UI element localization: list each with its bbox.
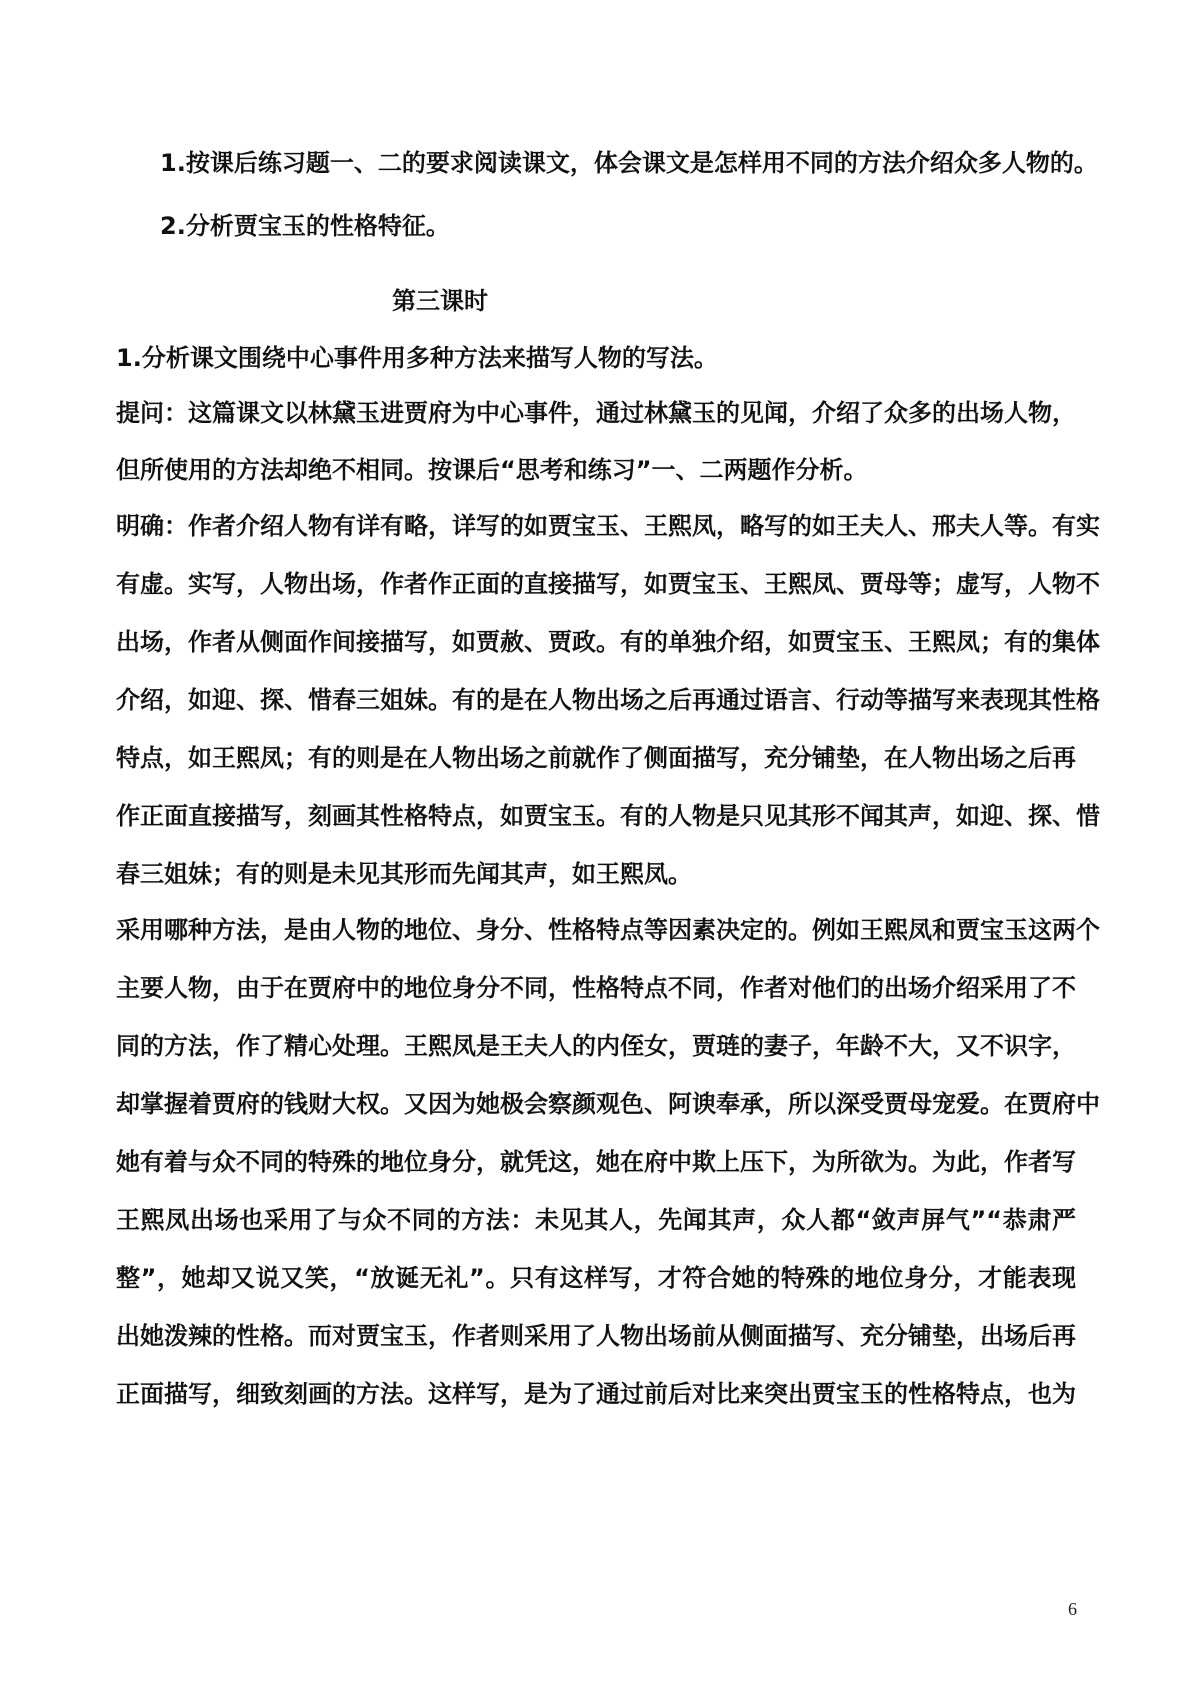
- task-item-2: 2.分析贾宝玉的性格特征。: [160, 212, 450, 240]
- method-line: 整”，她却又说又笑，“放诞无礼”。只有这样写，才符合她的特殊的地位身分，才能表现: [116, 1264, 1076, 1292]
- method-line: 王熙凤出场也采用了与众不同的方法：未见其人，先闻其声，众人都“敛声屏气”“恭肃严: [116, 1206, 1076, 1234]
- method-line: 她有着与众不同的特殊的地位身分，就凭这，她在府中欺上压下，为所欲为。为此，作者写: [116, 1148, 1076, 1176]
- lesson-point: 1.分析课文围绕中心事件用多种方法来描写人物的写法。: [116, 344, 718, 372]
- task-item-1: 1.按课后练习题一、二的要求阅读课文，体会课文是怎样用不同的方法介绍众多人物的。: [160, 149, 1098, 177]
- method-line: 采用哪种方法，是由人物的地位、身分、性格特点等因素决定的。例如王熙凤和贾宝玉这两个: [116, 916, 1100, 944]
- method-line: 出她泼辣的性格。而对贾宝玉，作者则采用了人物出场前从侧面描写、充分铺垫，出场后再: [116, 1322, 1076, 1350]
- page-number: 6: [1068, 1599, 1077, 1619]
- method-line: 却掌握着贾府的钱财大权。又因为她极会察颜观色、阿谀奉承，所以深受贾母宠爱。在贾府中: [116, 1090, 1100, 1118]
- answer-line: 明确：作者介绍人物有详有略，详写的如贾宝玉、王熙凤，略写的如王夫人、邢夫人等。有实: [116, 512, 1100, 540]
- method-line: 同的方法，作了精心处理。王熙凤是王夫人的内侄女，贾琏的妻子，年龄不大，又不识字，: [116, 1032, 1076, 1060]
- answer-line: 春三姐妹；有的则是未见其形而先闻其声，如王熙凤。: [116, 860, 692, 888]
- answer-line: 特点，如王熙凤；有的则是在人物出场之前就作了侧面描写，充分铺垫，在人物出场之后再: [116, 744, 1076, 772]
- answer-line: 有虚。实写，人物出场，作者作正面的直接描写，如贾宝玉、王熙凤、贾母等；虚写，人物不: [116, 570, 1100, 598]
- method-line: 主要人物，由于在贾府中的地位身分不同，性格特点不同，作者对他们的出场介绍采用了不: [116, 974, 1076, 1002]
- section-heading: 第三课时: [392, 287, 488, 315]
- question-line: 提问：这篇课文以林黛玉进贾府为中心事件，通过林黛玉的见闻，介绍了众多的出场人物，: [116, 399, 1076, 427]
- question-line: 但所使用的方法却绝不相同。按课后“思考和练习”一、二两题作分析。: [116, 456, 868, 484]
- answer-line: 介绍，如迎、探、惜春三姐妹。有的是在人物出场之后再通过语言、行动等描写来表现其性格: [116, 686, 1100, 714]
- answer-line: 出场，作者从侧面作间接描写，如贾赦、贾政。有的单独介绍，如贾宝玉、王熙凤；有的集体: [116, 628, 1100, 656]
- method-line: 正面描写，细致刻画的方法。这样写，是为了通过前后对比来突出贾宝玉的性格特点，也为: [116, 1380, 1076, 1408]
- answer-line: 作正面直接描写，刻画其性格特点，如贾宝玉。有的人物是只见其形不闻其声，如迎、探、惜: [116, 802, 1100, 830]
